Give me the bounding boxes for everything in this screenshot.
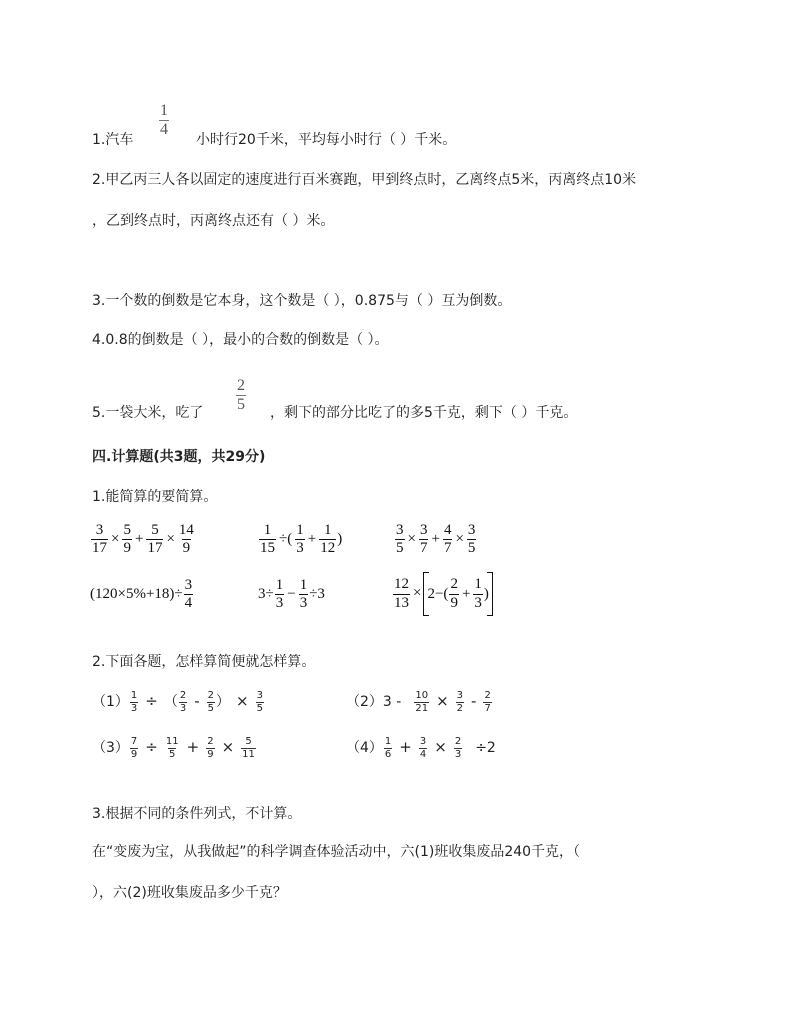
calc3-title: 3.根据不同的条件列式，不计算。	[92, 806, 302, 822]
q1-suffix: 小时行20千米，平均每小时行（ ）千米。	[196, 132, 457, 148]
section-heading: 四.计算题(共3题，共29分)	[92, 449, 266, 465]
q5-suffix: ，剩下的部分比吃了的多5千克，剩下（ ）千克。	[270, 405, 578, 421]
calc1-expr-6: $\frac{12}{13}$ × 2−( $\frac{2}{9}$ + $\frac{1}{3}$ )	[392, 572, 493, 616]
calc2-expr-3: （3） $\frac{7}{9}$ ÷ $\frac{11}{5}$ + $\frac{2}{9}$ × $\frac{5}{11}$	[92, 736, 255, 760]
calc1-expr-2: $\frac{1}{15}$ ÷( $\frac{1}{3}$ + $\frac{1}{12}$ )	[260, 522, 343, 557]
q5-prefix: 5.一袋大米，吃了	[92, 405, 204, 421]
calc2-title: 2.下面各题，怎样算简便就怎样算。	[92, 654, 316, 670]
q4-text: 4.0.8的倒数是（ ），最小的合数的倒数是（ ）。	[92, 332, 389, 348]
q1-prefix: 1.汽车	[92, 132, 134, 148]
calc3-line2: ），六(2)班收集废品多少千克？	[92, 885, 287, 901]
calc1-expr-1: $\frac{3}{17}$ × $\frac{5}{9}$ + $\frac{5}{17}$ × $\frac{14}{9}$	[92, 522, 194, 557]
q1-fraction: $\frac{1}{4}$	[160, 102, 168, 139]
calc1-expr-5: 3÷ $\frac{1}{3}$ − $\frac{1}{3}$ ÷3	[258, 577, 325, 612]
square-bracket: 2−( $\frac{2}{9}$ + $\frac{1}{3}$ )	[423, 572, 492, 616]
calc2-expr-2: （2）3 - $\frac{10}{21}$ × $\frac{3}{2}$ - $\frac{2}{7}$	[346, 690, 491, 714]
calc1-title: 1.能简算的要简算。	[92, 489, 218, 505]
q2-line2: ，乙到终点时，丙离终点还有（ ）米。	[92, 213, 335, 229]
calc1-expr-4: (120×5%+18)÷ $\frac{3}{4}$	[90, 577, 193, 612]
q3-text: 3.一个数的倒数是它本身，这个数是（ ），0.875与（ ）互为倒数。	[92, 293, 512, 309]
calc1-expr-3: $\frac{3}{5}$ × $\frac{3}{7}$ + $\frac{4}{7}$ × $\frac{3}{5}$	[396, 522, 476, 557]
calc3-line1: 在“变废为宝，从我做起”的科学调查体验活动中，六(1)班收集废品240千克，（	[92, 844, 581, 860]
q2-line1: 2.甲乙丙三人各以固定的速度进行百米赛跑，甲到终点时，乙离终点5米，丙离终点10米	[92, 172, 637, 188]
q5-fraction: $\frac{2}{5}$	[237, 377, 245, 414]
calc2-expr-4: （4） $\frac{1}{6}$ + $\frac{3}{4}$ × $\frac{2}{3}$ ÷2	[346, 736, 496, 760]
calc2-expr-1: （1） $\frac{1}{3}$ ÷ （ $\frac{2}{3}$ - $\frac{2}{5}$ ） × $\frac{3}{5}$	[92, 690, 263, 714]
